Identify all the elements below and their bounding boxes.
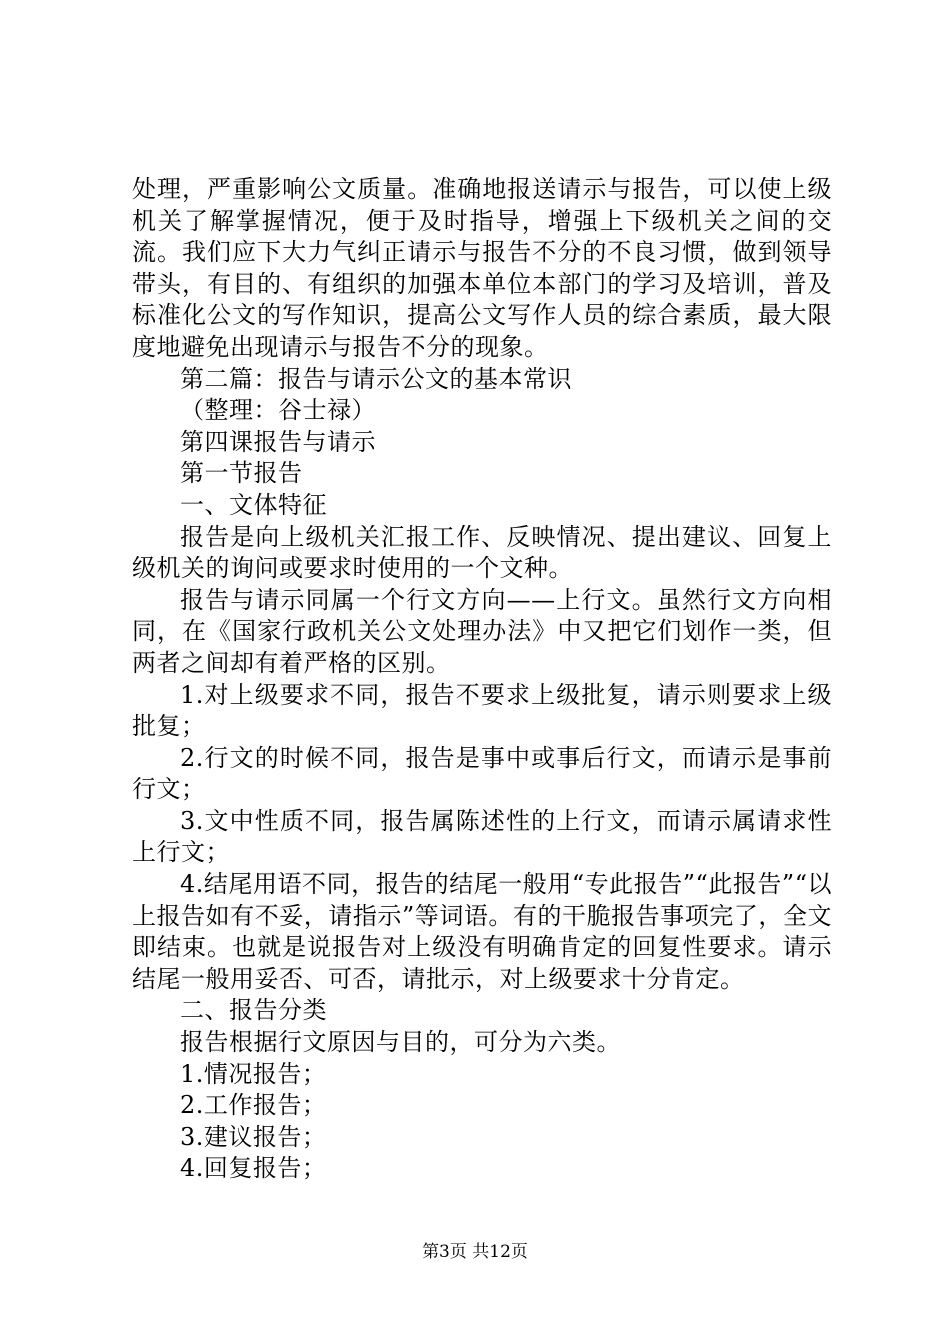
paragraph: 2.行文的时候不同，报告是事中或事后行文，而请示是事前行文； (132, 743, 832, 804)
paragraph: 4.回复报告； (180, 1154, 327, 1183)
paragraph: 第四课报告与请示 (180, 427, 376, 456)
paragraph: 第一节报告 (180, 459, 303, 488)
paragraph: 2.工作报告； (180, 1091, 327, 1120)
paragraph: 3.建议报告； (180, 1122, 327, 1151)
paragraph: 1.对上级要求不同，报告不要求上级批复，请示则要求上级批复； (132, 680, 832, 741)
paragraph: 报告与请示同属一个行文方向——上行文。虽然行文方向相同，在《国家行政机关公文处理办法》中又把它们划作一类，但两者之间却有着严格的区别。 (132, 585, 832, 677)
page-footer: 第3页 共12页 (422, 1242, 528, 1262)
paragraph: 一、文体特征 (180, 490, 327, 519)
paragraph: 1.情况报告； (180, 1059, 327, 1088)
paragraph: 处理，严重影响公文质量。准确地报送请示与报告，可以使上级机关了解掌握情况，便于及时指导，增强上下级机关之间的交流。我们应下大力气纠正请示与报告不分的不良习惯，做到领导带头，有目的、有组织的加强本单位本部门的学习及培训，普及标准化公文的写作知识，提高公文写作人员的综合素质，最大限度地避免出现请示与报告不分的现象。 (132, 175, 832, 361)
paragraph: 报告根据行文原因与目的，可分为六类。 (180, 1028, 621, 1057)
paragraph: 二、报告分类 (180, 996, 327, 1025)
paragraph: 第二篇：报告与请示公文的基本常识 (180, 364, 572, 393)
document-body (132, 174, 832, 1185)
paragraph: 报告是向上级机关汇报工作、反映情况、提出建议、回复上级机关的询问或要求时使用的一个文种。 (132, 522, 832, 583)
paragraph: （整理：谷士禄） (180, 396, 376, 425)
paragraph: 3.文中性质不同，报告属陈述性的上行文，而请示属请求性上行文； (132, 806, 832, 867)
paragraph: 4.结尾用语不同，报告的结尾一般用“专此报告”“此报告”“以上报告如有不妥，请指示”等词语。有的干脆报告事项完了，全文即结束。也就是说报告对上级没有明确肯定的回复性要求。请示结尾一般用妥否、可否，请批示，对上级要求十分肯定。 (132, 870, 832, 993)
